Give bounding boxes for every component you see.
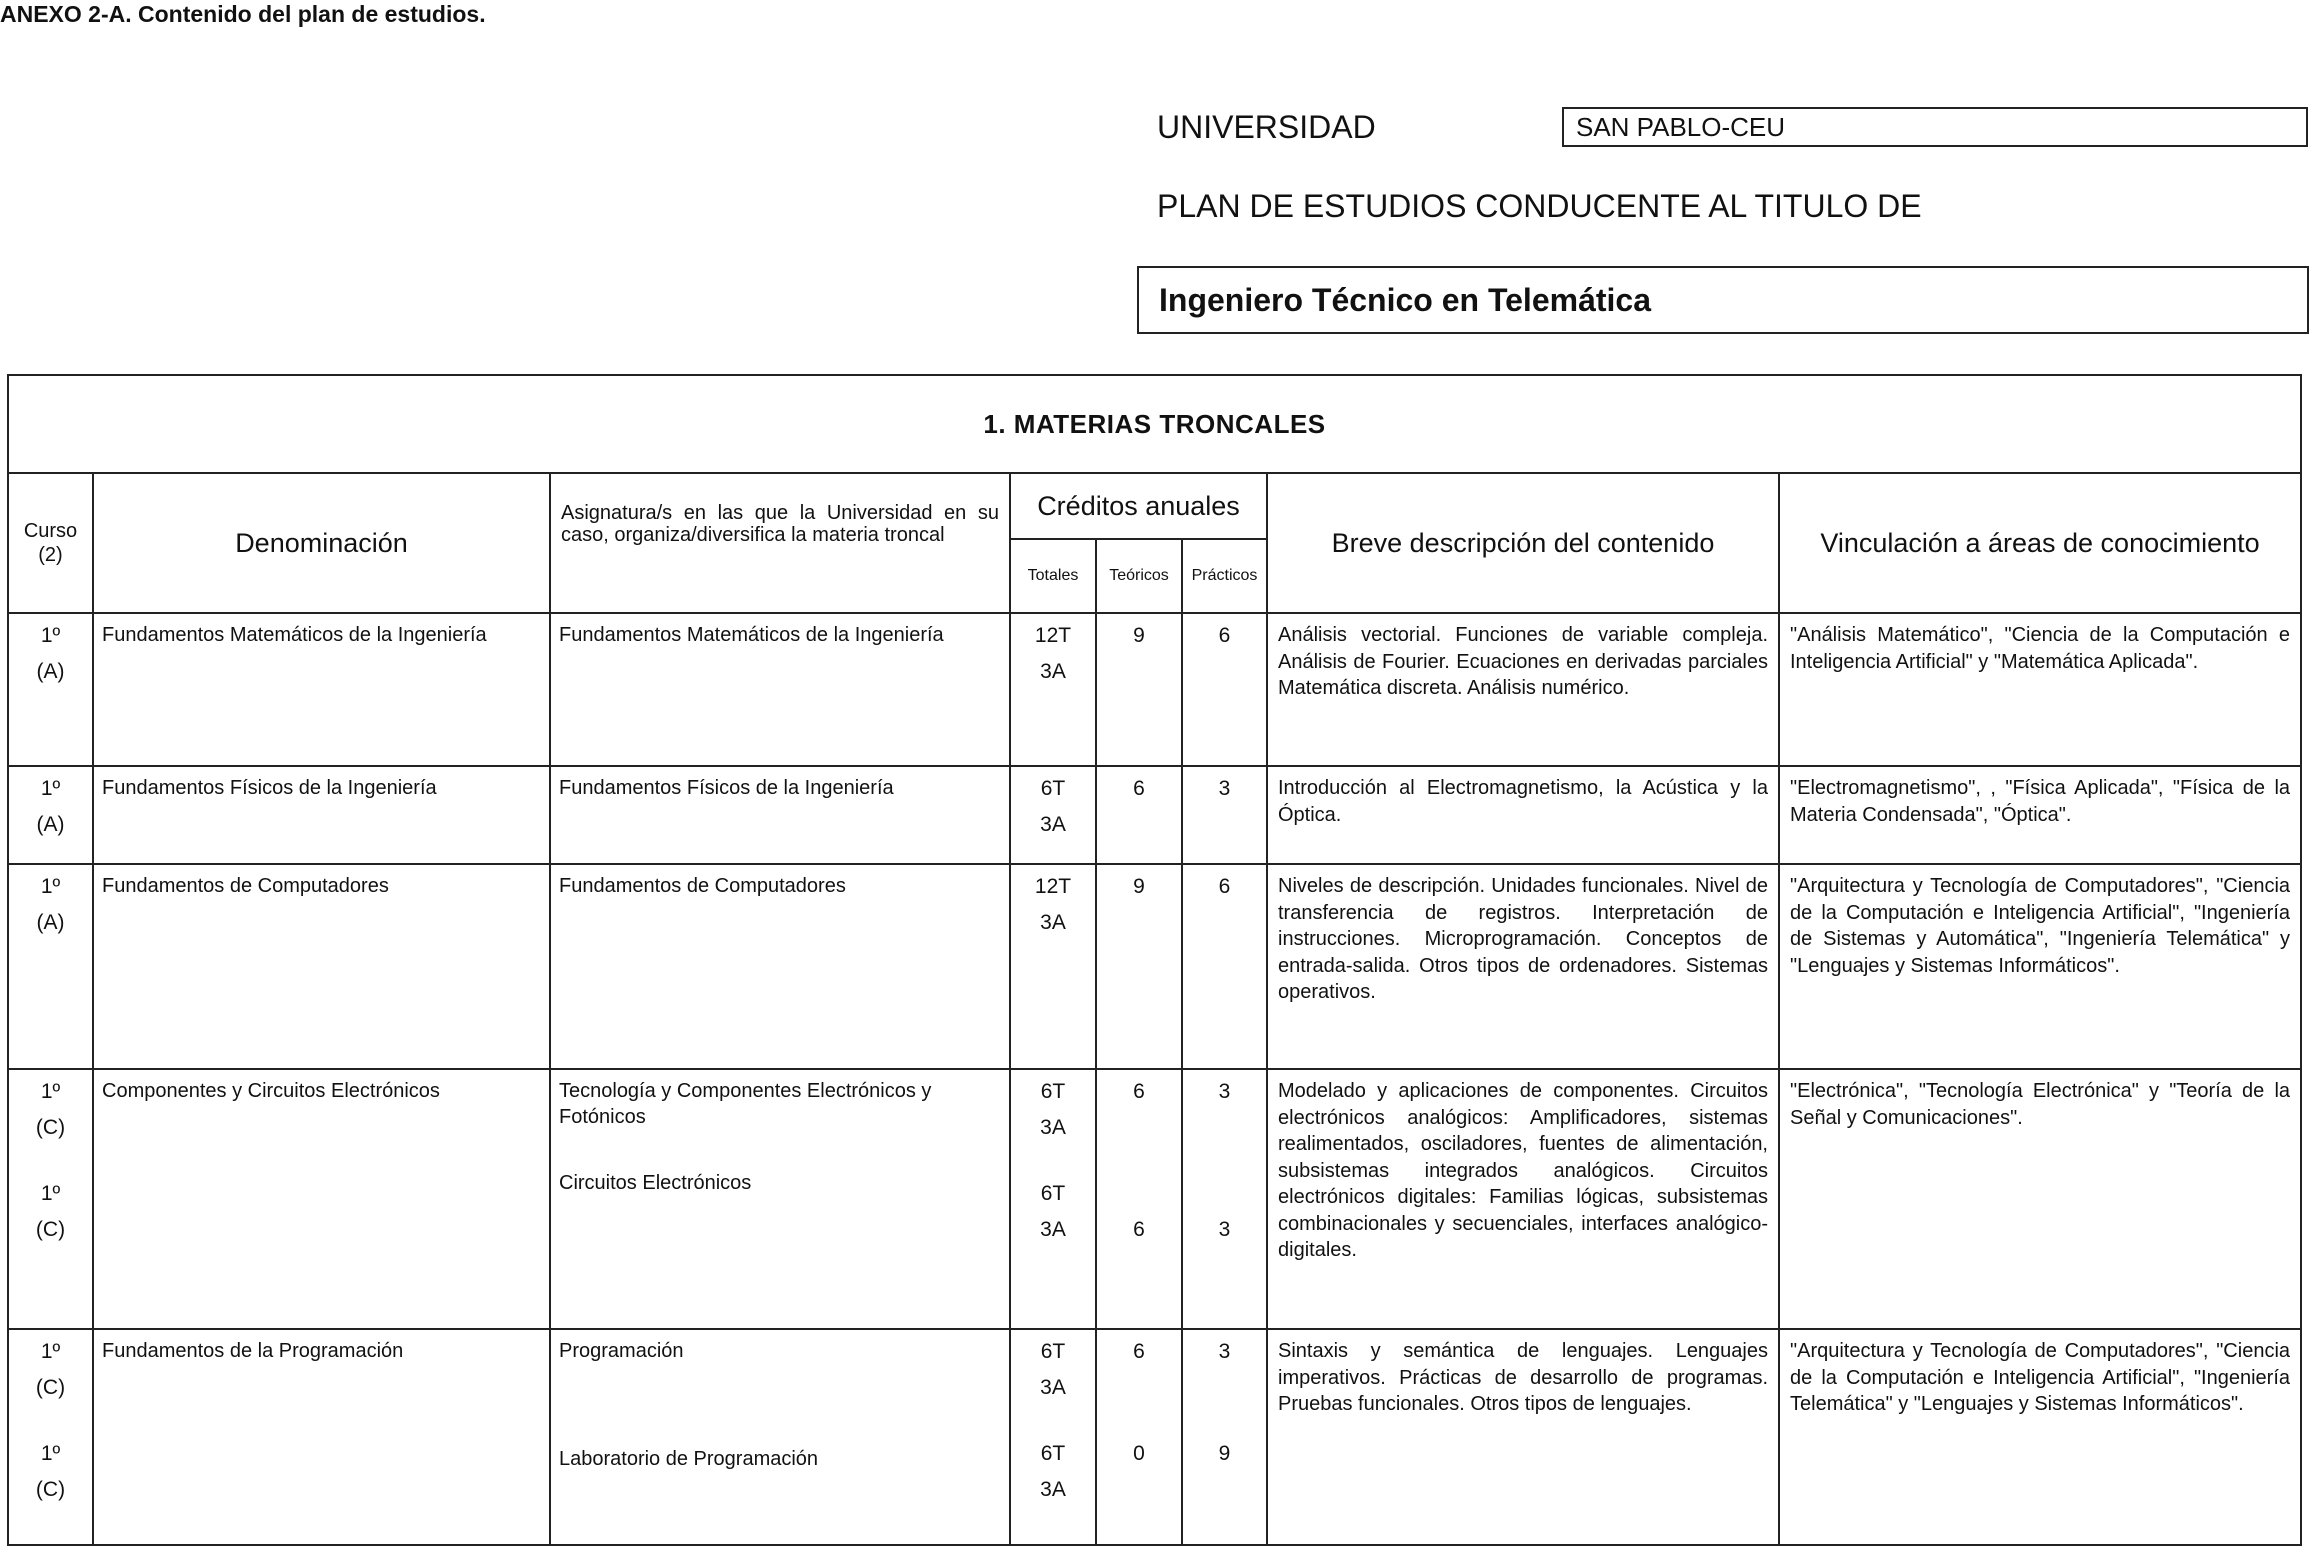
descripcion-cell: Análisis vectorial. Funciones de variable compleja. Análisis de Fourier. Ecuaciones en derivadas parciales Matemática discreta. Análisis numérico. (1267, 613, 1779, 766)
practicos-value: 3 (1218, 1340, 1231, 1363)
titulo-box: Ingeniero Técnico en Telemática (1137, 266, 2309, 334)
totales-value: 6T (1040, 1182, 1066, 1205)
totales-a-value: 3A (1040, 911, 1066, 934)
plan-label: PLAN DE ESTUDIOS CONDUCENTE AL TITULO DE (1157, 188, 1922, 224)
table-row (8, 864, 2301, 1069)
vinculacion-cell: "Electrónica", "Tecnología Electrónica" y "Teoría de la Señal y Comunicaciones". (1779, 1069, 2301, 1329)
teoricos-cell: 9 (1096, 864, 1182, 1069)
header-teoricos: Teóricos (1096, 539, 1182, 613)
descripcion-cell: Modelado y aplicaciones de componentes. Circuitos electrónicos analógicos: Amplificadores, sistemas realimentados, osciladores, fuentes de alimentación, subsistemas integrados analógicos. Circuitos electrónicos digitales: Familias lógicas, subsistemas combinacionales y secuenciales, interfaces analógico-digitales. (1267, 1069, 1779, 1329)
header-curso-label: Curso (23, 520, 78, 542)
asignatura-cell: Fundamentos de Computadores (550, 864, 1010, 1069)
curso-cell (8, 766, 93, 864)
descripcion-cell: Introducción al Electromagnetismo, la Acústica y la Óptica. (1267, 766, 1779, 864)
header-practicos: Prácticos (1182, 539, 1267, 613)
table-row (8, 613, 2301, 766)
totales-a-value: 3A (1040, 1116, 1066, 1139)
universidad-value-box: SAN PABLO-CEU (1562, 107, 2308, 147)
teoricos-value: 6 (1133, 1340, 1145, 1363)
materias-troncales-table (7, 374, 2302, 1546)
asignatura-value: Programación (559, 1340, 684, 1362)
vinculacion-cell: "Arquitectura y Tecnología de Computadores", "Ciencia de la Computación e Inteligencia Artificial", "Ingeniería Telemática" y "Lenguajes y Sistemas Informáticos". (1779, 1329, 2301, 1545)
asignatura-value: Circuitos Electrónicos (559, 1172, 752, 1194)
curso-value: 1º (40, 1442, 61, 1465)
asignatura-value: Laboratorio de Programación (559, 1448, 819, 1470)
practicos-cell: 6 (1182, 864, 1267, 1069)
totales-cell (1010, 613, 1096, 766)
denominacion-cell: Fundamentos de la Programación (93, 1329, 550, 1545)
universidad-label: UNIVERSIDAD (1157, 109, 1376, 145)
descripcion-cell: Sintaxis y semántica de lenguajes. Lenguajes imperativos. Prácticas de desarrollo de programas. Pruebas funcionales. Otros tipos de lenguajes. (1267, 1329, 1779, 1545)
denominacion-cell: Fundamentos Físicos de la Ingeniería (93, 766, 550, 864)
curso-tipo: (C) (35, 1376, 66, 1399)
teoricos-cell: 9 (1096, 613, 1182, 766)
practicos-cell: 6 (1182, 613, 1267, 766)
asignatura-cell: Fundamentos Físicos de la Ingeniería (550, 766, 1010, 864)
header-vinculacion: Vinculación a áreas de conocimiento (1779, 473, 2301, 613)
vinculacion-cell: "Análisis Matemático", "Ciencia de la Computación e Inteligencia Artificial" y "Matemática Aplicada". (1779, 613, 2301, 766)
totales-cell (1010, 864, 1096, 1069)
denominacion-cell: Fundamentos de Computadores (93, 864, 550, 1069)
curso-tipo: (A) (36, 911, 65, 934)
header-curso (8, 473, 93, 613)
descripcion-cell: Niveles de descripción. Unidades funcionales. Nivel de transferencia de registros. Interpretación de instrucciones. Microprogramación. Conceptos de entrada-salida. Otros tipos de ordenadores. Sistemas operativos. (1267, 864, 1779, 1069)
table-row (8, 1329, 2301, 1545)
totales-a-value: 3A (1040, 660, 1066, 683)
denominacion-cell: Fundamentos Matemáticos de la Ingeniería (93, 613, 550, 766)
header-creditos: Créditos anuales (1010, 473, 1267, 539)
totales-a-value: 3A (1040, 813, 1066, 836)
header-asignaturas: Asignatura/s en las que la Universidad en su caso, organiza/diversifica la materia troncal (550, 473, 1010, 613)
practicos-cell: 3 (1182, 766, 1267, 864)
teoricos-cell (1096, 1329, 1182, 1545)
table-row (8, 766, 2301, 864)
practicos-cell (1182, 1329, 1267, 1545)
curso-tipo: (C) (35, 1478, 66, 1501)
asignatura-value: Tecnología y Componentes Electrónicos y Fotónicos (559, 1080, 932, 1128)
header-descripcion: Breve descripción del contenido (1267, 473, 1779, 613)
curso-value: 1º (40, 1340, 61, 1363)
section-title: 1. MATERIAS TRONCALES (8, 375, 2301, 473)
totales-value: 12T (1034, 624, 1072, 647)
curso-value: 1º (40, 624, 61, 647)
asignatura-cell: Fundamentos Matemáticos de la Ingeniería (550, 613, 1010, 766)
totales-value: 6T (1040, 1340, 1066, 1363)
header-totales: Totales (1010, 539, 1096, 613)
teoricos-cell (1096, 1069, 1182, 1329)
teoricos-cell: 6 (1096, 766, 1182, 864)
practicos-value: 3 (1218, 1218, 1231, 1241)
teoricos-value: 6 (1133, 1080, 1145, 1103)
table-row (8, 1069, 2301, 1329)
curso-tipo: (C) (35, 1218, 66, 1241)
curso-cell (8, 1329, 93, 1545)
vinculacion-cell: "Arquitectura y Tecnología de Computadores", "Ciencia de la Computación e Inteligencia Artificial", "Ingeniería de Sistemas y Automática", "Ingeniería Telemática" y "Lenguajes y Sistemas Informáticos". (1779, 864, 2301, 1069)
practicos-value: 3 (1218, 1080, 1231, 1103)
denominacion-cell: Componentes y Circuitos Electrónicos (93, 1069, 550, 1329)
curso-tipo: (C) (35, 1116, 66, 1139)
teoricos-value: 0 (1133, 1442, 1145, 1465)
curso-value: 1º (40, 1080, 61, 1103)
curso-value: 1º (40, 777, 61, 800)
curso-tipo: (A) (36, 660, 65, 683)
practicos-cell (1182, 1069, 1267, 1329)
totales-value: 6T (1040, 777, 1066, 800)
curso-value: 1º (40, 875, 61, 898)
header-curso-note: (2) (38, 544, 63, 566)
totales-value: 12T (1034, 875, 1072, 898)
totales-cell (1010, 766, 1096, 864)
teoricos-value: 6 (1133, 1218, 1145, 1241)
curso-tipo: (A) (36, 813, 65, 836)
asignatura-cell (550, 1329, 1010, 1545)
vinculacion-cell: "Electromagnetismo", , "Física Aplicada", "Física de la Materia Condensada", "Óptica". (1779, 766, 2301, 864)
asignatura-cell (550, 1069, 1010, 1329)
curso-cell (8, 1069, 93, 1329)
practicos-value: 9 (1218, 1442, 1231, 1465)
curso-cell (8, 864, 93, 1069)
curso-value: 1º (40, 1182, 61, 1205)
totales-a-value: 3A (1040, 1376, 1066, 1399)
totales-cell (1010, 1329, 1096, 1545)
totales-a-value: 3A (1040, 1478, 1066, 1501)
totales-cell (1010, 1069, 1096, 1329)
header-denominacion: Denominación (93, 473, 550, 613)
annex-title: ANEXO 2-A. Contenido del plan de estudios. (0, 1, 486, 27)
totales-a-value: 3A (1040, 1218, 1066, 1241)
totales-value: 6T (1040, 1080, 1066, 1103)
totales-value: 6T (1040, 1442, 1066, 1465)
curso-cell (8, 613, 93, 766)
